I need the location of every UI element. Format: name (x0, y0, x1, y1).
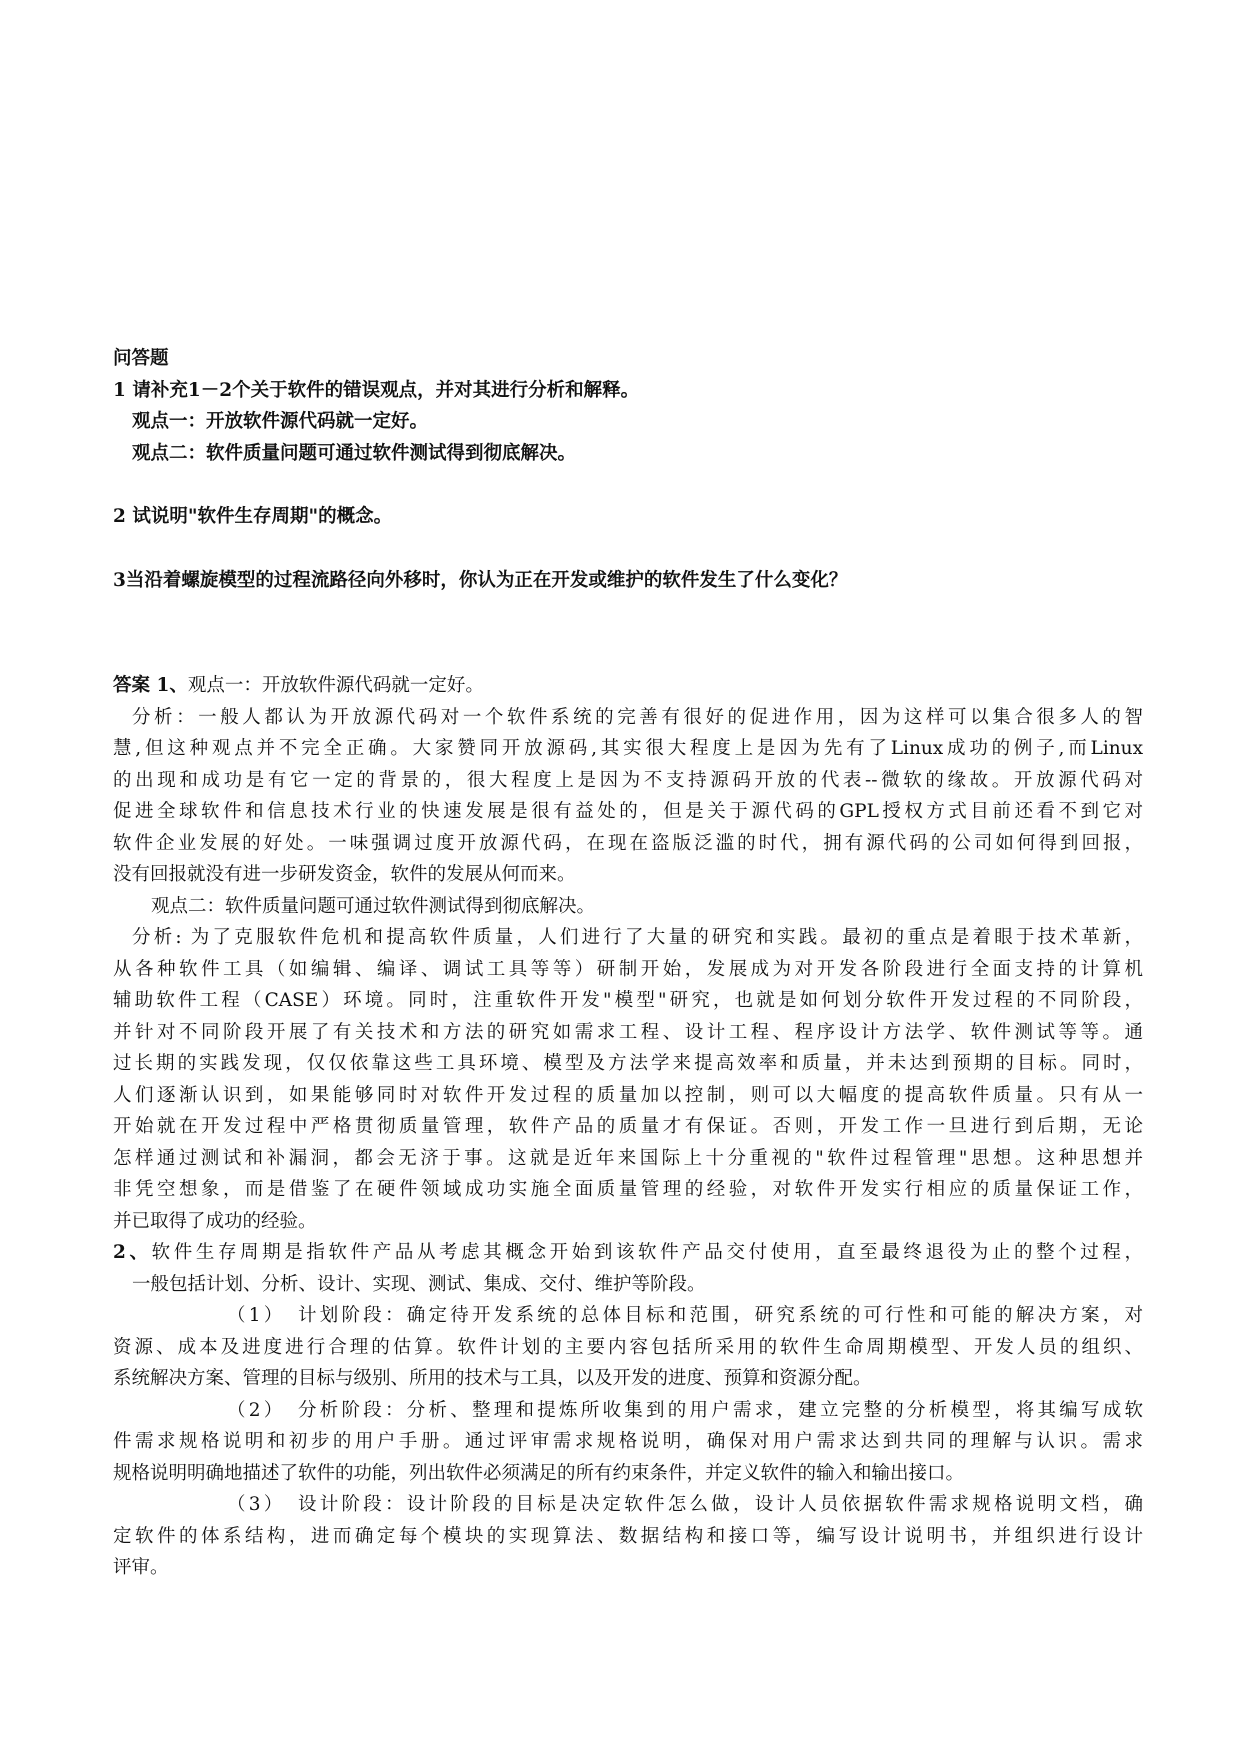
paragraph-line: 分析: 为了克服软件危机和提高软件质量，人们进行了大量的研究和实践。最初的重点是着眼于技术革新， (132, 927, 1143, 948)
answer-1-heading (113, 670, 1143, 702)
paragraph-line: 过长期的实践发现，仅仅依靠这些工具环境、模型及方法学来提高效率和质量，并未达到预期的目标。同时， (113, 1053, 1143, 1074)
paragraph-line: 从各种软件工具（如编辑、编译、调试工具等等）研制开始，发展成为对开发各阶段进行全面支持的计算机 (113, 958, 1143, 980)
paragraph-line: 系统解决方案、管理的目标与级别、所用的技术与工具，以及开发的进度、预算和资源分配。 (113, 1368, 872, 1389)
answer-label: 答案 1、 (113, 675, 188, 696)
answer-1-analysis-2 (113, 922, 1143, 1237)
question-3 (113, 565, 1143, 597)
question-1-point-1: 观点一：开放软件源代码就一定好。 (132, 411, 429, 432)
paragraph-line: 分析：一般人都认为开放源代码对一个软件系统的完善有很好的促进作用，因为这样可以集合很多人的智 (132, 706, 1143, 728)
answer-2-text: 软件生存周期是指软件产品从考虑其概念开始到该软件产品交付使用，直至最终退役为止的整个过程， (151, 1242, 1144, 1263)
paragraph-line: 并已取得了成功的经验。 (113, 1210, 317, 1232)
paragraph-line: 评审。 (113, 1557, 169, 1578)
paragraph-line: 的出现和成功是有它一定的背景的，很大程度上是因为不支持源码开放的代表--微软的缘故。开放源代码对 (113, 769, 1143, 791)
answer-1-viewpoint-1: 观点一：开放软件源代码就一定好。 (187, 675, 484, 696)
question-1 (113, 375, 1143, 407)
question-2 (113, 501, 1143, 533)
paragraph-line: （3） 设计阶段：设计阶段的目标是决定软件怎么做，设计人员依据软件需求规格说明文档，确 (227, 1494, 1143, 1515)
question-number: 3 (113, 569, 126, 591)
paragraph-line: 件需求规格说明和初步的用户手册。通过评审需求规格说明，确保对用户需求达到共同的理解与认识。需求 (113, 1431, 1143, 1452)
question-text: 试说明"软件生存周期"的概念。 (132, 506, 393, 527)
paragraph-line: 没有回报就没有进一步研发资金，软件的发展从何而来。 (113, 864, 576, 885)
stage-2-analysis (113, 1395, 1143, 1490)
question-text: 请补充1－2个关于软件的错误观点，并对其进行分析和解释。 (132, 379, 640, 401)
paragraph-line: 辅助软件工程（CASE）环境。同时，注重软件开发"模型"研究，也就是如何划分软件开发过程的不同阶段， (113, 990, 1143, 1011)
question-1-point-2: 观点二：软件质量问题可通过软件测试得到彻底解决。 (132, 442, 577, 464)
question-text: 当沿着螺旋模型的过程流路径向外移时，你认为正在开发或维护的软件发生了什么变化？ (125, 569, 848, 591)
paragraph-line: （1） 计划阶段：确定待开发系统的总体目标和范围，研究系统的可行性和可能的解决方案，对 (227, 1305, 1143, 1326)
question-number: 2 (113, 506, 126, 527)
paragraph-line: 并针对不同阶段开展了有关技术和方法的研究如需求工程、设计工程、程序设计方法学、软件测试等等。通 (113, 1021, 1143, 1043)
paragraph-line: 促进全球软件和信息技术行业的快速发展是很有益处的，但是关于源代码的GPL授权方式目前还看不到它对 (113, 801, 1143, 822)
paragraph-line: 开始就在开发过程中严格贯彻质量管理，软件产品的质量才有保证。否则，开发工作一旦进行到后期，无论 (113, 1116, 1143, 1137)
paragraph-line (113, 1237, 1143, 1269)
stage-3-design (113, 1489, 1143, 1584)
answer-1-analysis-1 (113, 702, 1143, 891)
answer-1-viewpoint-2: 观点二：软件质量问题可通过软件测试得到彻底解决。 (151, 895, 596, 917)
paragraph-line: 规格说明明确地描述了软件的功能，列出软件必须满足的所有约束条件，并定义软件的输入和输出接口。 (113, 1462, 965, 1484)
answer-2-label: 2、 (113, 1242, 152, 1263)
paragraph-line: 人们逐渐认识到，如果能够同时对软件开发过程的质量加以控制，则可以大幅度的提高软件质量。只有从一 (113, 1084, 1143, 1106)
paragraph-line: 慧,但这种观点并不完全正确。大家赞同开放源码,其实很大程度上是因为先有了Linux成功的例子,而Linux (113, 738, 1143, 759)
stage-1-planning (113, 1300, 1143, 1395)
question-number: 1 (113, 379, 126, 401)
document-page (113, 343, 1143, 1584)
paragraph-line: 一般包括计划、分析、设计、实现、测试、集成、交付、维护等阶段。 (132, 1273, 706, 1295)
paragraph-line: （2） 分析阶段：分析、整理和提炼所收集到的用户需求，建立完整的分析模型，将其编写成软 (227, 1399, 1143, 1421)
paragraph-line: 定软件的体系结构，进而确定每个模块的实现算法、数据结构和接口等，编写设计说明书，并组织进行设计 (113, 1525, 1143, 1547)
answer-2 (113, 1237, 1143, 1300)
paragraph-line: 资源、成本及进度进行合理的估算。软件计划的主要内容包括所采用的软件生命周期模型、开发人员的组织、 (113, 1336, 1143, 1358)
section-title: 问答题 (113, 348, 169, 369)
paragraph-line: 软件企业发展的好处。一味强调过度开放源代码，在现在盗版泛滥的时代，拥有源代码的公司如何得到回报， (113, 832, 1143, 854)
paragraph-line: 怎样通过测试和补漏洞，都会无济于事。这就是近年来国际上十分重视的"软件过程管理"思想。这种思想并 (113, 1147, 1143, 1169)
paragraph-line: 非凭空想象，而是借鉴了在硬件领域成功实施全面质量管理的经验，对软件开发实行相应的质量保证工作， (113, 1179, 1143, 1200)
